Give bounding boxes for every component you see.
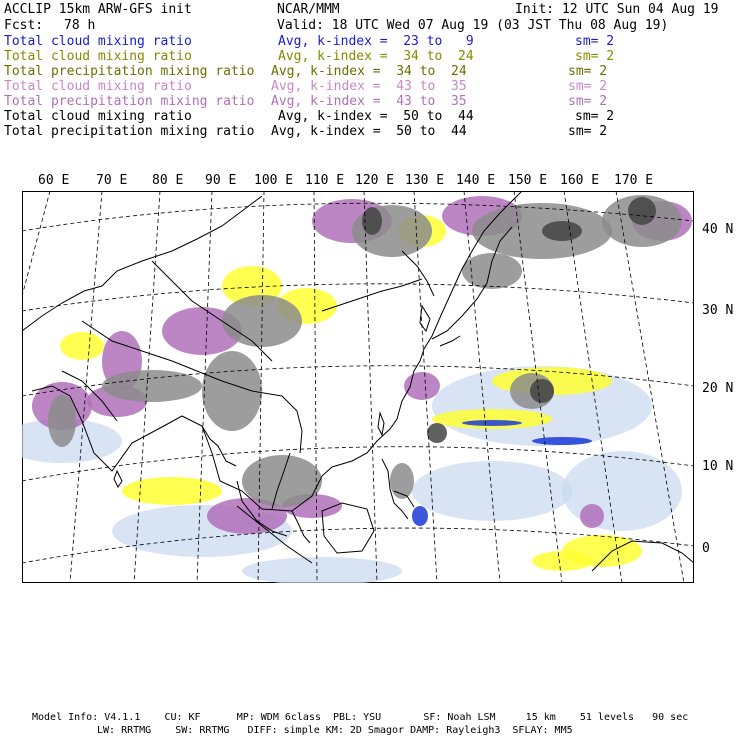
lon-label-4: 100 E (254, 173, 294, 188)
legend-desc-6: Avg, k-index = 50 to 44 (271, 124, 467, 139)
lat-label-4: 0 (702, 541, 710, 556)
lon-label-6: 120 E (355, 173, 395, 188)
field-gray (48, 395, 76, 447)
lon-label-5: 110 E (305, 173, 345, 188)
legend-field-2: Total precipitation mixing ratio (4, 64, 255, 79)
lat-label-0: 40 N (702, 222, 734, 237)
field-gray (242, 455, 322, 507)
legend-desc-5: Avg, k-index = 50 to 44 (278, 109, 474, 124)
model-title: ACCLIP 15km ARW-GFS init (4, 2, 192, 17)
legend-desc-3: Avg, k-index = 43 to 35 (271, 79, 467, 94)
forecast-label: Fcst: (4, 18, 44, 33)
legend-field-0: Total cloud mixing ratio (4, 34, 192, 49)
field-yellow (60, 332, 104, 360)
lon-label-9: 150 E (508, 173, 548, 188)
field-dark-gray (427, 423, 447, 443)
legend-sm-1: sm= 2 (575, 49, 615, 64)
map-panel (22, 191, 694, 583)
legend-field-6: Total precipitation mixing ratio (4, 124, 255, 139)
legend-desc-0: Avg, k-index = 23 to 9 (278, 34, 474, 49)
legend-field-1: Total cloud mixing ratio (4, 49, 192, 64)
field-purple (404, 372, 440, 400)
legend-sm-0: sm= 2 (575, 34, 615, 49)
legend-sm-3: sm= 2 (568, 79, 608, 94)
field-gray (102, 370, 202, 402)
forecast-hour: 78 h (64, 18, 96, 33)
field-blue-field (462, 420, 522, 426)
lon-label-3: 90 E (205, 173, 237, 188)
field-dark-gray (530, 379, 554, 403)
valid-time: Valid: 18 UTC Wed 07 Aug 19 (03 JST Thu 08 Aug 19) (277, 18, 669, 33)
lat-label-1: 30 N (702, 303, 734, 318)
field-blue-field (532, 437, 592, 445)
lat-label-3: 10 N (702, 459, 734, 474)
lon-label-7: 130 E (405, 173, 445, 188)
legend-field-5: Total cloud mixing ratio (4, 109, 192, 124)
legend-sm-2: sm= 2 (568, 64, 608, 79)
lon-label-1: 70 E (96, 173, 128, 188)
legend-field-3: Total cloud mixing ratio (4, 79, 192, 94)
lon-label-8: 140 E (456, 173, 496, 188)
lon-label-11: 170 E (614, 173, 654, 188)
field-yellow (122, 477, 222, 505)
legend-desc-4: Avg, k-index = 43 to 35 (271, 94, 467, 109)
lon-label-2: 80 E (152, 173, 184, 188)
field-purple (580, 504, 604, 528)
legend-sm-6: sm= 2 (568, 124, 608, 139)
lon-label-0: 60 E (38, 173, 70, 188)
lat-label-2: 20 N (702, 381, 734, 396)
model-info-line2: LW: RRTMG SW: RRTMG DIFF: simple KM: 2D Smagor DAMP: Rayleigh3 SFLAY: MM5 (97, 725, 573, 736)
legend-sm-4: sm= 2 (568, 94, 608, 109)
legend-desc-1: Avg, k-index = 34 to 24 (278, 49, 474, 64)
field-dark-gray (628, 197, 656, 225)
legend-field-4: Total precipitation mixing ratio (4, 94, 255, 109)
field-yellow (532, 551, 592, 571)
organization: NCAR/MMM (277, 2, 340, 17)
legend-desc-2: Avg, k-index = 34 to 24 (271, 64, 467, 79)
lon-label-10: 160 E (560, 173, 600, 188)
model-info-line1: Model Info: V4.1.1 CU: KF MP: WDM 6class PBL: YSU SF: Noah LSM 15 km 51 levels 90 sec (32, 712, 689, 723)
field-blue-field (412, 506, 428, 526)
field-dark-gray (542, 221, 582, 241)
legend-sm-5: sm= 2 (575, 109, 615, 124)
init-time: Init: 12 UTC Sun 04 Aug 19 (515, 2, 719, 17)
field-light-blue (562, 451, 682, 531)
